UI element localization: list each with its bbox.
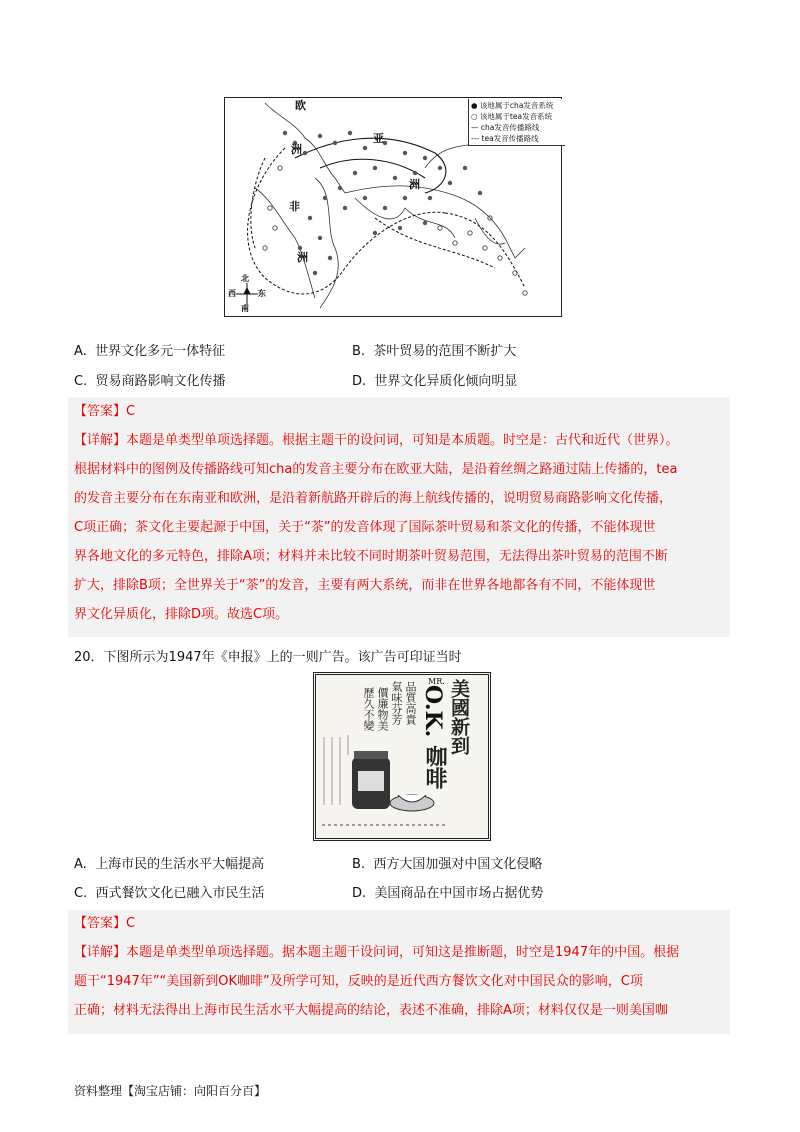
ad-slogan-3: 價廉物美 bbox=[376, 687, 389, 731]
option-text: 西方大国加强对中国文化侵略 bbox=[373, 857, 543, 872]
q20-answer: 【答案】C bbox=[74, 916, 136, 931]
compass-east: 东 bbox=[258, 288, 266, 298]
option-letter: C. bbox=[74, 886, 88, 901]
q19-answer: 【答案】C bbox=[74, 404, 136, 419]
q20-explain-line-1: 【详解】本题是单类型单项选择题。据本题主题干设问词，可知这是推断题，时空是1947年的中国。根据 bbox=[74, 945, 680, 960]
q19-explain-line-3: 的发音主要分布在东南亚和欧洲，是沿着新航路开辟后的海上航线传播的，说明贸易商路影响文化传播， bbox=[74, 491, 673, 506]
map-legend bbox=[468, 99, 565, 146]
option-text: 茶叶贸易的范围不断扩大 bbox=[373, 344, 517, 359]
map-label-zhou-europe: 洲 bbox=[291, 143, 302, 156]
compass-north: 北 bbox=[241, 273, 249, 283]
map-label-ou: 欧 bbox=[295, 99, 306, 112]
page-footer: 资料整理【淘宝店铺：向阳百分百】 bbox=[74, 1084, 267, 1098]
option-letter: D. bbox=[352, 374, 367, 389]
q20-explain-line-3: 正确；材料无法得出上海市民生活水平大幅提高的结论，表述不准确，排除A项；材料仅仅是一则美国咖 bbox=[74, 1003, 668, 1018]
q20-stem: 20．下图所示为1947年《申报》上的一则广告。该广告可印证当时 bbox=[74, 650, 462, 665]
option-letter: D. bbox=[352, 886, 367, 901]
q19-explain-line-2: 根据材料中的图例及传播路线可知cha的发音主要分布在欧亚大陆，是沿着丝绸之路通过陆上传播的，tea bbox=[74, 462, 678, 477]
option-text: 西式餐饮文化已融入市民生活 bbox=[95, 886, 265, 901]
coffee-jar-illustration bbox=[320, 735, 450, 833]
map-label-zhou-asia: 洲 bbox=[409, 178, 420, 191]
q20-explain-line-2: 题干“1947年”“美国新到OK咖啡”及所学可知，反映的是近代西方餐饮文化对中国民众的影响，C项 bbox=[74, 974, 643, 989]
legend-label: 该地属于tea发音系统 bbox=[479, 112, 553, 121]
option-letter: B. bbox=[352, 344, 366, 359]
legend-cha-route: — cha发音传播路线 bbox=[471, 123, 540, 132]
map-label-zhou-africa: 洲 bbox=[297, 251, 308, 264]
ad-title: 美國新到 bbox=[448, 679, 470, 755]
option-text: 美国商品在中国市场占据优势 bbox=[374, 886, 544, 901]
q19-explain-line-6: 扩大，排除B项；全世界关于“茶”的发音，主要有两大系统，而非在世界各地都各有不同，不能体现世 bbox=[74, 578, 656, 593]
map-label-ya: 亚 bbox=[373, 132, 384, 145]
legend-label: 该地属于cha发音系统 bbox=[479, 101, 554, 110]
q19-option-c bbox=[74, 370, 226, 389]
q19-option-d bbox=[352, 370, 517, 389]
legend-tea-route: --- tea发音传播路线 bbox=[471, 134, 539, 143]
option-text: 世界文化多元一体特征 bbox=[95, 344, 226, 359]
option-letter: C. bbox=[74, 374, 88, 389]
ad-slogan-2: 氣味芬芳 bbox=[390, 681, 403, 725]
q20-option-a bbox=[74, 853, 264, 872]
ad-slogan-1: 品質高貴 bbox=[404, 681, 417, 725]
ad-coffee: 咖啡 bbox=[422, 745, 448, 789]
q19-explain-line-5: 界各地文化的多元特色，排除A项；材料并未比较不同时期茶叶贸易范围，无法得出茶叶贸易的范围不断 bbox=[74, 549, 668, 564]
option-text: 世界文化异质化倾向明显 bbox=[374, 374, 518, 389]
option-letter: A. bbox=[74, 344, 87, 359]
q19-option-a bbox=[74, 340, 225, 359]
q19-explain-line-4: C项正确；茶文化主要起源于中国，关于“茶”的发音体现了国际茶叶贸易和茶文化的传播，不能体现世 bbox=[74, 520, 656, 535]
q20-option-b bbox=[352, 853, 542, 872]
tea-pronunciation-map bbox=[224, 97, 562, 317]
legend-tea-point: ○ 该地属于tea发音系统 bbox=[471, 112, 553, 121]
q19-explain-line-7: 界文化异质化，排除D项。故选C项。 bbox=[74, 607, 289, 622]
option-text: 贸易商路影响文化传播 bbox=[95, 374, 226, 389]
q19-option-b bbox=[352, 340, 516, 359]
okay-coffee-advertisement bbox=[313, 672, 491, 841]
compass-south: 南 bbox=[241, 303, 249, 313]
compass-west: 西 bbox=[228, 288, 236, 298]
map-label-fei: 非 bbox=[289, 200, 300, 213]
ad-mr: MR. bbox=[428, 677, 445, 686]
ad-slogan-4: 歷久不變 bbox=[362, 687, 375, 731]
legend-label: tea发音传播路线 bbox=[481, 134, 539, 143]
legend-label: cha发音传播路线 bbox=[480, 123, 540, 132]
option-letter: A. bbox=[74, 857, 87, 872]
legend-cha-point: ● 该地属于cha发音系统 bbox=[471, 101, 554, 110]
q19-explain-line-1: 【详解】本题是单类型单项选择题。根据主题干的设问词，可知是本质题。时空是：古代和近代（世界）。 bbox=[74, 433, 679, 448]
option-text: 上海市民的生活水平大幅提高 bbox=[95, 857, 265, 872]
ad-ok: O.K. bbox=[420, 685, 446, 738]
q20-option-d bbox=[352, 882, 543, 901]
q20-option-c bbox=[74, 882, 265, 901]
option-letter: B. bbox=[352, 857, 366, 872]
